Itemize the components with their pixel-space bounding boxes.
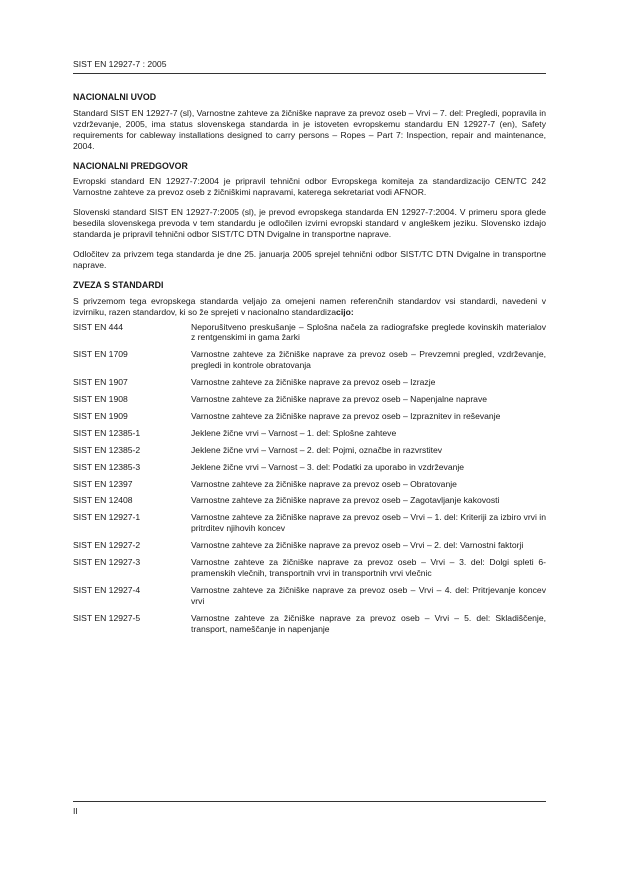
zveza-intro	[73, 296, 546, 318]
standard-code: SIST EN 12397	[73, 478, 133, 489]
standard-row	[73, 479, 546, 490]
document-body	[73, 92, 546, 641]
standard-row	[73, 411, 546, 422]
standard-code: SIST EN 12927-2	[73, 540, 141, 551]
standard-row	[73, 349, 546, 371]
section-heading-predgovor: NACIONALNI PREDGOVOR	[73, 160, 188, 171]
section-heading-uvod: NACIONALNI UVOD	[73, 92, 157, 102]
standard-title: Varnostne zahteve za žičniške naprave za prevoz oseb – Zagotavljanje kakovosti	[191, 495, 500, 506]
standard-code: SIST EN 12927-4	[73, 584, 141, 595]
standard-title: Varnostne zahteve za žičniške naprave za prevoz oseb – Vrvi – 5. del: Skladiščenje, transport, nameščanje in napenjanje	[191, 612, 546, 634]
standard-code: SIST EN 12385-1	[73, 427, 141, 438]
standard-title: Varnostne zahteve za žičniške naprave za prevoz oseb – Vrvi – 3. del: Dolgi spleti 6-pramenskih vlečnih, transportnih vrvi in transportnih vrvi vlečnic	[191, 557, 546, 578]
standard-code: SIST EN 1909	[73, 410, 128, 421]
standard-row	[73, 613, 546, 635]
standard-title: Varnostne zahteve za žičniške naprave za prevoz oseb – Prevzemni pregled, vzdrževanje, pregledi in kontrole obratovanja	[191, 349, 546, 371]
standard-code: SIST EN 1709	[73, 349, 128, 360]
standard-title: Varnostne zahteve za žičniške naprave za prevoz oseb – Vrvi – 2. del: Varnostni faktorji	[191, 540, 524, 551]
predgovor-paragraph-1: Evropski standard EN 12927-7:2004 je pripravil tehnični odbor Evropskega komiteja za standardizacijo CEN/TC 242 Varnostne zahteve za prevoz oseb z žičniškimi napravami, katerega sekretariat vodi AFNOR.	[73, 176, 546, 198]
running-header: SIST EN 12927-7 : 2005	[73, 58, 546, 74]
standard-title: Varnostne zahteve za žičniške naprave za prevoz oseb – Vrvi – 1. del: Kriteriji za izbiro vrvi in pritrditev njihovih koncev	[191, 512, 546, 534]
standard-title: Varnostne zahteve za žičniške naprave za prevoz oseb – Napenjalne naprave	[191, 394, 488, 405]
standard-row	[73, 557, 546, 579]
predgovor-paragraph-2: Slovenski standard SIST EN 12927-7:2005 (sl), je prevod evropskega standarda EN 12927-7:2004. V primeru spora glede besedila slovenskega prevoda v tem standardu je odločilen izvirni evropski standard v angleškem jeziku. Slovensko izdajo standarda je pripravil tehnični odbor SIST/TC DTN Dvigalne in transportne naprave.	[73, 207, 546, 240]
predgovor-paragraph-3: Odločitev za privzem tega standarda je dne 25. januarja 2005 sprejel tehnični odbor SIST/TC DTN Dvigalne in transportne naprave.	[73, 248, 546, 270]
standard-code: SIST EN 12927-3	[73, 557, 141, 568]
standard-code: SIST EN 12408	[73, 495, 133, 506]
standards-list	[73, 322, 546, 635]
standard-row	[73, 377, 546, 388]
standard-code: SIST EN 12927-1	[73, 512, 141, 523]
standard-title: Varnostne zahteve za žičniške naprave za prevoz oseb – Vrvi – 4. del: Pritrjevanje koncev vrvi	[191, 584, 546, 606]
standard-row	[73, 495, 546, 506]
standard-row	[73, 428, 546, 439]
standard-code: SIST EN 1907	[73, 377, 128, 388]
standard-code: SIST EN 1908	[73, 394, 128, 405]
standard-title: Jeklene žične vrvi – Varnost – 1. del: Splošne zahteve	[191, 427, 397, 438]
standard-code: SIST EN 444	[73, 321, 123, 332]
standard-title: Neporušitveno preskušanje – Splošna načela za radiografske preglede kovinskih materialov z rentgenskimi in gama žarki	[191, 321, 546, 343]
footer-divider	[73, 801, 546, 802]
section-heading-zveza: ZVEZA S STANDARDI	[73, 279, 164, 290]
standard-row	[73, 445, 546, 456]
standard-row	[73, 462, 546, 473]
standard-title: Varnostne zahteve za žičniške naprave za prevoz oseb – Obratovanje	[191, 478, 457, 489]
standard-row	[73, 394, 546, 405]
standard-code: SIST EN 12927-5	[73, 612, 141, 623]
standard-row	[73, 540, 546, 551]
zveza-intro-bold: cijo:	[336, 306, 354, 317]
standard-row	[73, 322, 546, 344]
standard-title: Jeklene žične vrvi – Varnost – 3. del: Podatki za uporabo in vzdrževanje	[191, 461, 465, 472]
page-number: II	[73, 806, 78, 816]
standard-title: Varnostne zahteve za žičniške naprave za prevoz oseb – Izpraznitev in reševanje	[191, 410, 501, 421]
standard-code: SIST EN 12385-3	[73, 461, 141, 472]
uvod-paragraph: Standard SIST EN 12927-7 (sl), Varnostne zahteve za žičniške naprave za prevoz oseb – Vrvi – 7. del: Pregledi, popravila in vzdrževanje, 2005, ima status slovenskega standarda in je istoveten evropskemu standardu EN 12927-7 (en), Safety requirements for cableway installations designed to carry persons – Ropes – Part 7: Inspection, repair and maintenance, 2004.	[73, 107, 546, 151]
standard-code: SIST EN 12385-2	[73, 444, 141, 455]
standard-row	[73, 585, 546, 607]
standard-title: Jeklene žične vrvi – Varnost – 2. del: Pojmi, označbe in razvrstitev	[191, 444, 443, 455]
standard-row	[73, 512, 546, 534]
zveza-intro-text: S privzemom tega evropskega standarda veljajo za omejeni namen referenčnih standardov vsi standardi, navedeni v izvirniku, razen standardov, ki so že sprejeti v nacionalno standardiza	[73, 295, 546, 317]
standard-title: Varnostne zahteve za žičniške naprave za prevoz oseb – Izrazje	[191, 377, 436, 388]
